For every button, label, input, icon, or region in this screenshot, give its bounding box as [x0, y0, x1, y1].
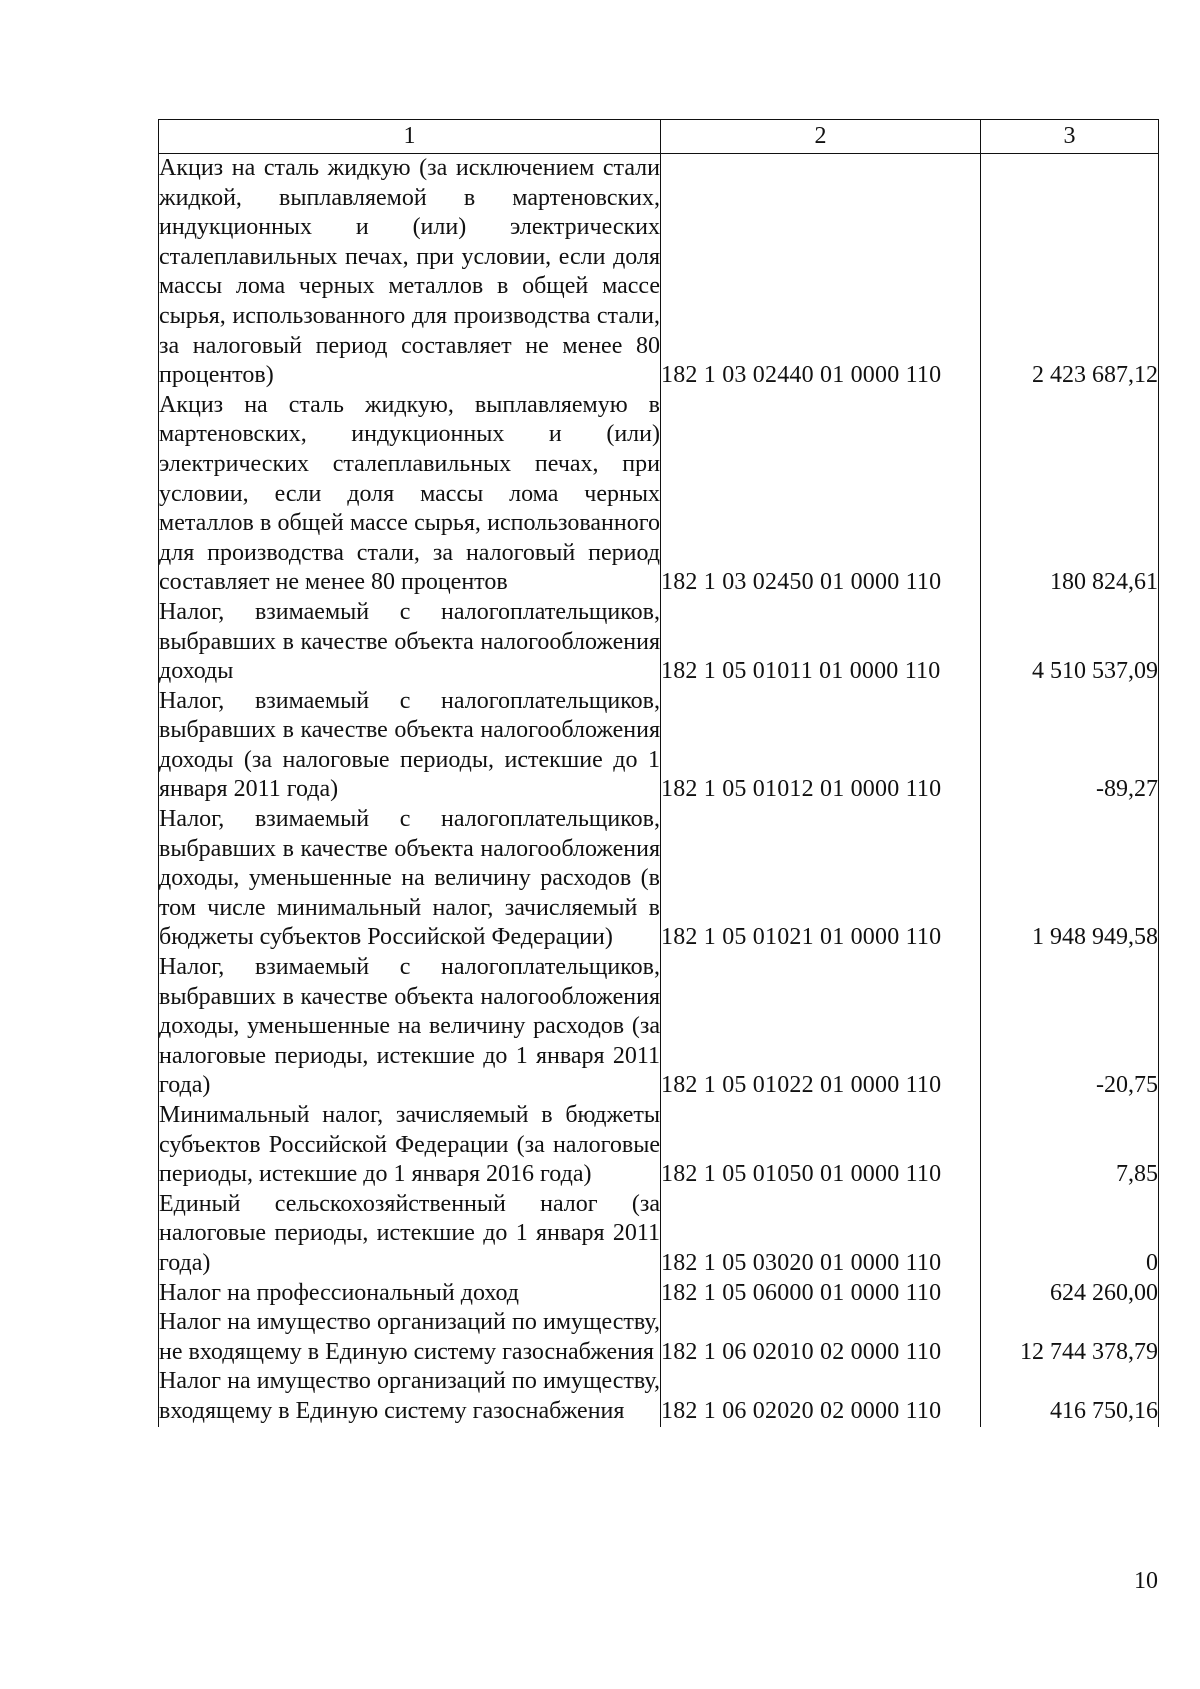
- column-header-2: 2: [661, 120, 981, 154]
- table-row: [159, 1367, 1159, 1426]
- amount-cell: 624 260,00: [981, 1279, 1159, 1309]
- amount-cell: 180 824,61: [981, 391, 1159, 598]
- classification-code-cell: 182 1 05 01021 01 0000 110: [661, 805, 981, 953]
- page-number: 10: [1134, 1568, 1158, 1594]
- amount-cell: 7,85: [981, 1101, 1159, 1190]
- classification-code-cell: 182 1 06 02020 02 0000 110: [661, 1367, 981, 1426]
- classification-code-cell: 182 1 05 01011 01 0000 110: [661, 598, 981, 687]
- amount-cell: -20,75: [981, 953, 1159, 1101]
- revenue-name-cell: Налог, взимаемый с налогоплательщиков, выбравших в качестве объекта налогообложения доходы, уменьшенные на величину расходов (за налоговые периоды, истекшие до 1 января 2011 года): [159, 953, 661, 1101]
- classification-code-cell: 182 1 03 02450 01 0000 110: [661, 391, 981, 598]
- revenue-name-cell: Налог, взимаемый с налогоплательщиков, выбравших в качестве объекта налогообложения доходы: [159, 598, 661, 687]
- revenue-name-cell: Налог на имущество организаций по имуществу, входящему в Единую систему газоснабжения: [159, 1367, 661, 1426]
- revenue-name-cell: Минимальный налог, зачисляемый в бюджеты субъектов Российской Федерации (за налоговые периоды, истекшие до 1 января 2016 года): [159, 1101, 661, 1190]
- revenue-name-cell: Налог на профессиональный доход: [159, 1279, 661, 1309]
- amount-cell: 4 510 537,09: [981, 598, 1159, 687]
- amount-cell: 2 423 687,12: [981, 154, 1159, 391]
- table-row: [159, 154, 1159, 391]
- amount-cell: 416 750,16: [981, 1367, 1159, 1426]
- classification-code-cell: 182 1 05 01050 01 0000 110: [661, 1101, 981, 1190]
- revenue-name-cell: Единый сельскохозяйственный налог (за налоговые периоды, истекшие до 1 января 2011 года): [159, 1190, 661, 1279]
- table-row: [159, 953, 1159, 1101]
- classification-code-cell: 182 1 06 02010 02 0000 110: [661, 1308, 981, 1367]
- classification-code-cell: 182 1 05 06000 01 0000 110: [661, 1279, 981, 1309]
- revenue-name-cell: Акциз на сталь жидкую, выплавляемую в мартеновских, индукционных и (или) электрических сталеплавильных печах, при условии, если доля массы лома черных металлов в общей массе сырья, использованного для производства стали, за налоговый период составляет не менее 80 процентов: [159, 391, 661, 598]
- revenue-name-cell: Налог, взимаемый с налогоплательщиков, выбравших в качестве объекта налогообложения доходы, уменьшенные на величину расходов (в том числе минимальный налог, зачисляемый в бюджеты субъектов Российской Федерации): [159, 805, 661, 953]
- column-header-1: 1: [159, 120, 661, 154]
- table-row: [159, 1190, 1159, 1279]
- table-row: [159, 1279, 1159, 1309]
- column-header-3: 3: [981, 120, 1159, 154]
- table-row: [159, 1101, 1159, 1190]
- table-row: [159, 805, 1159, 953]
- table-header-row: [159, 120, 1159, 154]
- revenue-name-cell: Налог на имущество организаций по имуществу, не входящему в Единую систему газоснабжения: [159, 1308, 661, 1367]
- table-row: [159, 687, 1159, 805]
- amount-cell: 0: [981, 1190, 1159, 1279]
- amount-cell: 1 948 949,58: [981, 805, 1159, 953]
- classification-code-cell: 182 1 05 01012 01 0000 110: [661, 687, 981, 805]
- amount-cell: 12 744 378,79: [981, 1308, 1159, 1367]
- revenue-table: [158, 119, 1159, 1427]
- amount-cell: -89,27: [981, 687, 1159, 805]
- classification-code-cell: 182 1 05 03020 01 0000 110: [661, 1190, 981, 1279]
- revenue-name-cell: Акциз на сталь жидкую (за исключением стали жидкой, выплавляемой в мартеновских, индукционных и (или) электрических сталеплавильных печах, при условии, если доля массы лома черных металлов в общей массе сырья, использованного для производства стали, за налоговый период составляет не менее 80 процентов): [159, 154, 661, 391]
- table-row: [159, 391, 1159, 598]
- table-row: [159, 598, 1159, 687]
- revenue-name-cell: Налог, взимаемый с налогоплательщиков, выбравших в качестве объекта налогообложения доходы (за налоговые периоды, истекшие до 1 января 2011 года): [159, 687, 661, 805]
- classification-code-cell: 182 1 03 02440 01 0000 110: [661, 154, 981, 391]
- table-row: [159, 1308, 1159, 1367]
- classification-code-cell: 182 1 05 01022 01 0000 110: [661, 953, 981, 1101]
